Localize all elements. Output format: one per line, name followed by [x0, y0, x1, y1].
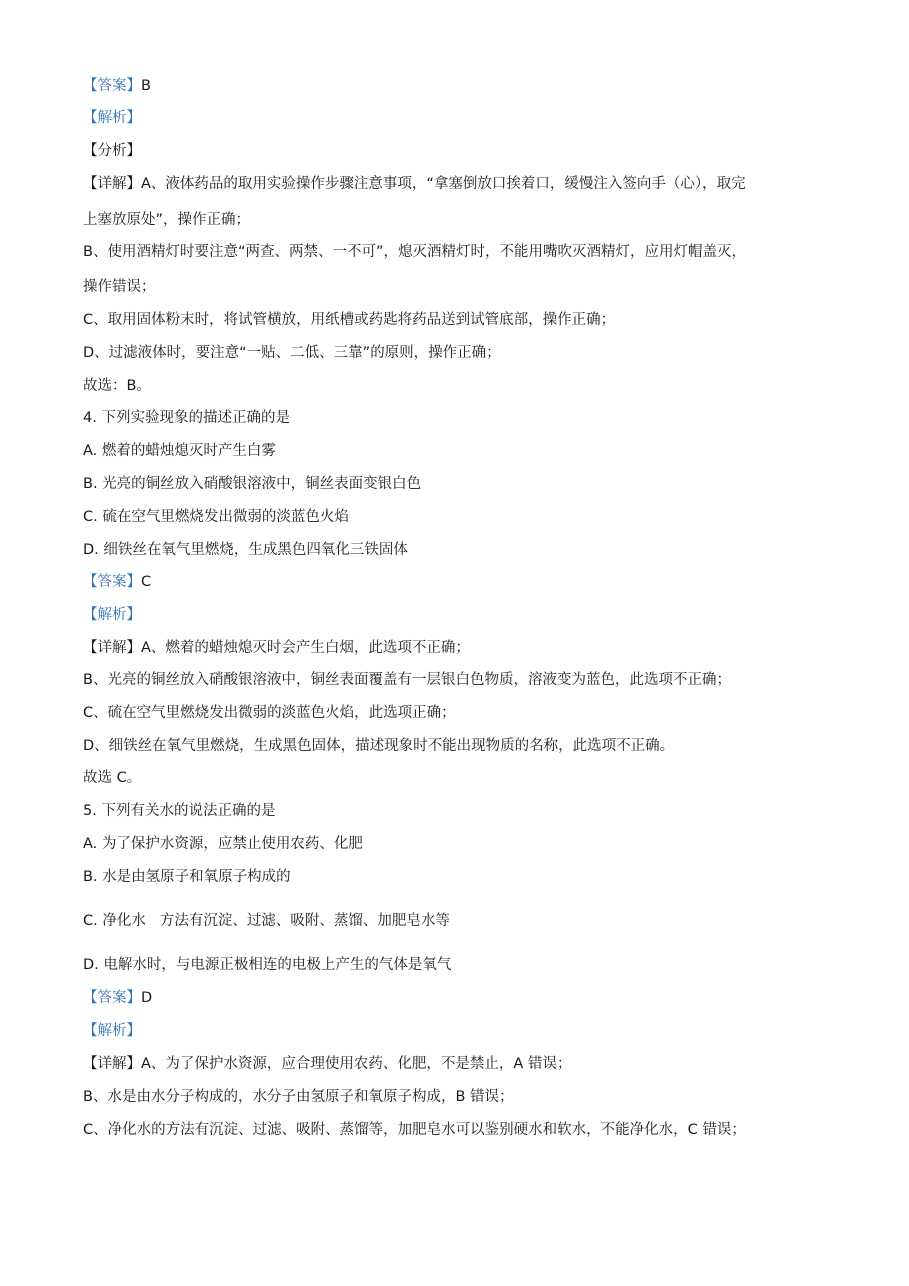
text-line: 【详解】A、液体药品的取用实验操作步骤注意事项，“拿塞倒放口挨着口，缓慢注入签向手（心），取完: [83, 176, 746, 192]
answer-line: [83, 76, 849, 96]
text-line: 故选：B。: [83, 378, 151, 394]
text-line: 【分析】: [83, 143, 141, 159]
answer-tag: 【答案】: [83, 574, 141, 590]
answer-line: [83, 572, 849, 592]
text-line: B、水是由水分子构成的，水分子由氢原子和氧原子构成，B 错误；: [83, 1089, 514, 1105]
answer-tag: 【答案】: [83, 990, 141, 1006]
text-line: D、细铁丝在氧气里燃烧，生成黑色固体，描述现象时不能出现物质的名称，此选项不正确。: [83, 738, 675, 754]
question-stem: 5. 下列有关水的说法正确的是: [83, 803, 276, 819]
analysis-tag: 【解析】: [83, 607, 141, 623]
analysis-line: [83, 1021, 849, 1041]
text-line: 上塞放原处”，操作正确；: [83, 212, 251, 228]
option-a: A. 为了保护水资源，应禁止使用农药、化肥: [83, 836, 363, 852]
answer-line: [83, 988, 849, 1008]
text-line: 【详解】A、为了保护水资源，应合理使用农药、化肥，不是禁止，A 错误；: [83, 1056, 572, 1072]
option-c-part1: C. 净化水: [83, 913, 146, 929]
text-line: 操作错误；: [83, 279, 156, 295]
option-b: B. 光亮的铜丝放入硝酸银溶液中，铜丝表面变银白色: [83, 476, 422, 492]
option-c: [83, 911, 849, 931]
question-stem: 4. 下列实验现象的描述正确的是: [83, 410, 290, 426]
option-a: A. 燃着的蜡烛熄灭时产生白雾: [83, 443, 276, 459]
option-c: C. 硫在空气里燃烧发出微弱的淡蓝色火焰: [83, 509, 349, 525]
analysis-line: [83, 605, 849, 625]
option-d: D. 细铁丝在氧气里燃烧，生成黑色四氧化三铁固体: [83, 542, 408, 558]
option-c-part2: 方法有沉淀、过滤、吸附、蒸馏、加肥皂水等: [159, 913, 450, 929]
option-b: B. 水是由氢原子和氧原子构成的: [83, 869, 291, 885]
text-line: 故选 C。: [83, 770, 142, 786]
text-line: 【详解】A、燃着的蜡烛熄灭时会产生白烟，此选项不正确；: [83, 640, 470, 656]
text-line: D、过滤液体时，要注意“一贴、二低、三靠”的原则，操作正确；: [83, 345, 501, 361]
analysis-tag: 【解析】: [83, 1023, 141, 1039]
analysis-tag: 【解析】: [83, 110, 141, 126]
text-line: C、硫在空气里燃烧发出微弱的淡蓝色火焰，此选项正确；: [83, 705, 456, 721]
text-line: C、取用固体粉末时，将试管横放，用纸槽或药匙将药品送到试管底部，操作正确；: [83, 312, 616, 328]
analysis-line: [83, 108, 849, 128]
answer-value: B: [141, 78, 151, 94]
option-d: D. 电解水时，与电源正极相连的电极上产生的气体是氧气: [83, 957, 452, 973]
answer-value: C: [141, 574, 152, 590]
text-line: B、使用酒精灯时要注意“两查、两禁、一不可”，熄灭酒精灯时，不能用嘴吹灭酒精灯，应用灯帽盖灭，: [83, 244, 746, 260]
text-line: B、光亮的铜丝放入硝酸银溶液中，铜丝表面覆盖有一层银白色物质，溶液变为蓝色，此选项不正确；: [83, 672, 731, 688]
answer-value: D: [141, 990, 153, 1006]
text-line: C、净化水的方法有沉淀、过滤、吸附、蒸馏等，加肥皂水可以鉴别硬水和软水，不能净化水，C 错误；: [83, 1122, 746, 1138]
answer-tag: 【答案】: [83, 78, 141, 94]
